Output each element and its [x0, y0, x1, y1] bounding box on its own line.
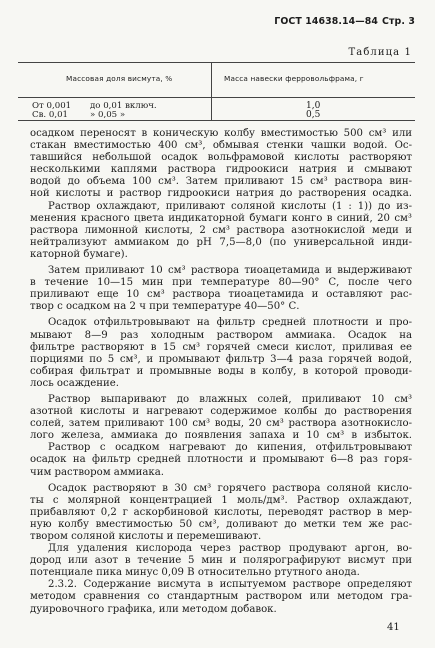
- text-line: Для удаления кислорода через раствор продувают аргон, во-: [48, 543, 412, 555]
- text-line: твором соляной кислоты и перемешивают.: [30, 531, 262, 542]
- text-line: приливают еще 10 см³ раствора тиоацетамида и оставляют рас-: [30, 289, 412, 301]
- text-line: осадком переносят в коническую колбу вместимостью 500 см³ или: [30, 128, 412, 139]
- text-line: мывают 8—9 раз холодным раствором аммиака. Осадок на: [30, 329, 412, 341]
- table-header-rule: [18, 97, 415, 98]
- text-line: потенциале пика минус 0,09 В относительно ртутного анода.: [30, 567, 360, 579]
- text-line: твор с осадком на 2 ч при температуре 40—50° С.: [30, 301, 300, 313]
- text-line: нейтрализуют аммиаком до рН 7,5—8,0 (по универсальной инди-: [30, 236, 412, 248]
- text-line: азотной кислоты и нагревают содержимое колбы до растворения: [30, 406, 412, 418]
- row-range-to: » 0,05 »: [90, 110, 126, 120]
- text-line: фильтре растворяют в 15 см³ горячей смеси кислот, приливая ее: [30, 341, 412, 353]
- text-line: 2.3.2. Содержание висмута в испытуемом растворе определяют: [48, 579, 412, 591]
- text-line: ты с молярной концентрацией 1 моль/дм³. Раствор охлаждают,: [30, 494, 412, 506]
- text-line: методом сравнения со стандартным раствором или методом гра-: [30, 591, 412, 603]
- text-line: лого железа, аммиака до появления запаха и 10 см³ в избыток.: [30, 430, 412, 442]
- table-caption: Таблица 1: [348, 47, 412, 58]
- text-line: тавшийся небольшой осадок вольфрамовой кислоты растворяют: [30, 152, 412, 164]
- text-line: водой до объема 100 см³. Затем приливают 15 см³ раствора вин-: [30, 176, 412, 188]
- row-range-from: Св. 0,01: [32, 110, 69, 120]
- page-number: 41: [387, 622, 400, 633]
- text-line: лось осаждение.: [30, 377, 119, 389]
- text-line: Осадок отфильтровывают на фильтр средней плотности и про-: [48, 317, 412, 329]
- text-line: порциями по 5 см³, и промывают фильтр 3—4 раза горячей водой,: [30, 353, 412, 365]
- text-line: менения красного цвета индикаторной бумаги конго в синий, 20 см³: [30, 212, 412, 224]
- text-line: в течение 10—15 мин при температуре 80—90° С, после чего: [30, 277, 412, 289]
- text-line: ную колбу вместимостью 50 см³, доливают до метки тем же рас-: [30, 518, 412, 530]
- text-line: дород или азот в течение 5 мин и полярографируют висмут при: [30, 555, 412, 567]
- column-header-bismuth: Массовая доля висмута, %: [66, 74, 173, 83]
- text-line: солей, затем приливают 100 см³ воды, 20 см³ раствора азотнокисло-: [30, 418, 412, 430]
- row-mass-value: 1,0: [306, 101, 321, 111]
- text-line: прибавляют 0,2 г аскорбиновой кислоты, переводят раствор в мер-: [30, 506, 412, 518]
- table-bottom-rule: [18, 120, 415, 121]
- column-header-mass: Масса навески ферровольфрама, г: [224, 74, 364, 83]
- text-line: ной кислоты и раствор гидроокиси натрия до растворения осадка.: [30, 188, 412, 200]
- text-line: стакан вместимостью 400 см³, обмывая стенки чашки водой. Ос-: [30, 140, 412, 152]
- data-table: [18, 62, 415, 124]
- text-line: раствора лимонной кислоты, 2 см³ раствора азотнокислой меди и: [30, 224, 412, 236]
- text-line: Осадок растворяют в 30 см³ горячего раствора соляной кисло-: [48, 482, 412, 494]
- text-line: осадок на фильтр средней плотности и промывают 6—8 раз горя-: [30, 454, 412, 466]
- text-line: Раствор с осадком нагревают до кипения, отфильтровывают: [48, 442, 412, 454]
- text-line: дуировочного графика, или методом добавок.: [30, 603, 277, 615]
- standard-number: ГОСТ 14638.14—84: [274, 16, 379, 27]
- row-mass-value: 0,5: [306, 110, 321, 120]
- text-line: Раствор охлаждают, приливают соляной кислоты (1 : 1)) до из-: [48, 200, 412, 212]
- text-line: Затем приливают 10 см³ раствора тиоацетамида и выдерживают: [48, 265, 412, 277]
- text-line: каторной бумаге).: [30, 248, 128, 260]
- text-line: несколькими каплями раствора гидроокиси натрия и смывают: [30, 164, 412, 176]
- row-range-from: От 0,001: [32, 101, 72, 111]
- table-top-rule: [18, 62, 415, 63]
- body-text: [30, 128, 412, 616]
- row-range-to: до 0,01 включ.: [90, 101, 157, 111]
- text-line: собирая фильтрат и промывные воды в колбу, в которой проводи-: [30, 365, 412, 377]
- text-line: чим раствором аммиака.: [30, 466, 164, 478]
- table-column-divider: [211, 62, 212, 120]
- table-row: [32, 110, 125, 120]
- page-label: Стр. 3: [382, 16, 415, 27]
- text-line: Раствор выпаривают до влажных солей, приливают 10 см³: [48, 393, 412, 405]
- page-header: [274, 16, 415, 27]
